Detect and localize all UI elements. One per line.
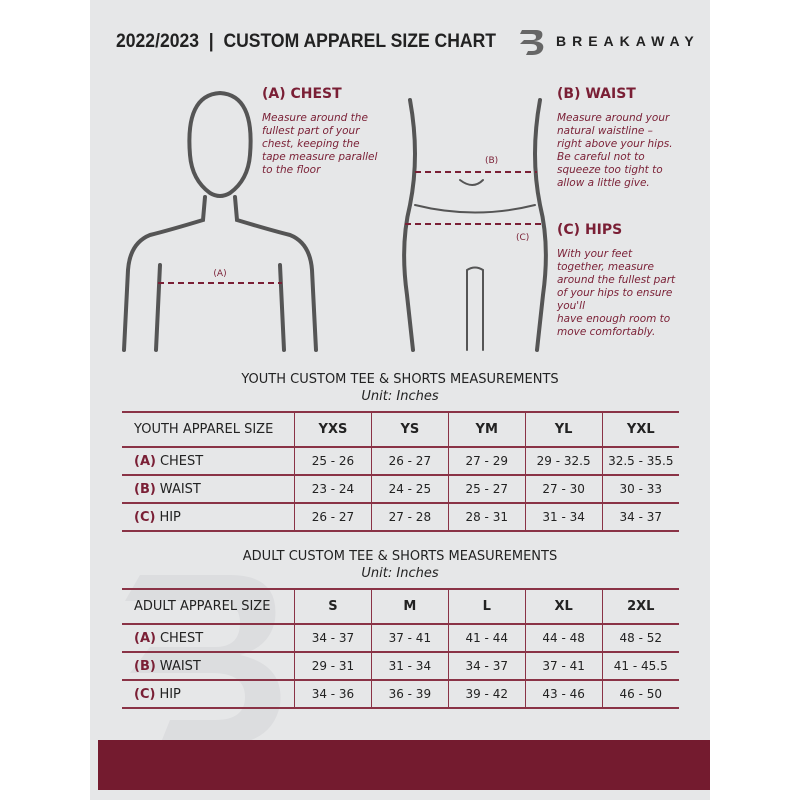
measurement-name: HIP bbox=[159, 686, 181, 702]
table-cell: 31 - 34 bbox=[371, 652, 448, 680]
table-cell: 36 - 39 bbox=[371, 680, 448, 708]
hips-line: around the fullest part bbox=[557, 274, 676, 286]
header-cell: S bbox=[295, 589, 372, 624]
page-title: 2022/2023 | CUSTOM APPAREL SIZE CHART bbox=[116, 31, 497, 52]
table-cell: 46 - 50 bbox=[602, 680, 679, 708]
measurement-tag: (A) bbox=[134, 453, 156, 469]
brand-logo bbox=[518, 24, 700, 58]
waist-hips-figure-illustration bbox=[395, 95, 555, 355]
table-cell: 25 - 26 bbox=[295, 447, 372, 475]
table-row bbox=[122, 475, 679, 503]
waist-marker: (B) bbox=[485, 156, 499, 166]
waist-line: Be careful not to bbox=[557, 151, 645, 163]
table-cell: 26 - 27 bbox=[295, 503, 372, 531]
hips-line: With your feet bbox=[557, 248, 633, 260]
header-cell: YXL bbox=[602, 412, 679, 447]
page-title-wrapper bbox=[116, 26, 501, 54]
table-row bbox=[122, 652, 679, 680]
header-cell: YS bbox=[371, 412, 448, 447]
chest-heading: (A) CHEST bbox=[262, 86, 342, 102]
table-cell: 48 - 52 bbox=[602, 624, 679, 652]
table-cell: 24 - 25 bbox=[371, 475, 448, 503]
hips-line: move comfortably. bbox=[557, 326, 656, 338]
table-cell: 34 - 37 bbox=[602, 503, 679, 531]
breakaway-b-icon bbox=[518, 24, 548, 58]
chest-line: Measure around the bbox=[262, 112, 368, 124]
table-cell: 43 - 46 bbox=[525, 680, 602, 708]
hips-heading: (C) HIPS bbox=[557, 222, 623, 238]
measurement-tag: (B) bbox=[134, 481, 156, 497]
measurement-name: HIP bbox=[159, 509, 181, 525]
header-cell: YXS bbox=[295, 412, 372, 447]
table-cell: 28 - 31 bbox=[448, 503, 525, 531]
table-cell: 30 - 33 bbox=[602, 475, 679, 503]
chest-description bbox=[262, 112, 377, 177]
table-cell: 44 - 48 bbox=[525, 624, 602, 652]
footer-bar bbox=[98, 740, 710, 790]
table-cell: 27 - 30 bbox=[525, 475, 602, 503]
table-cell: 31 - 34 bbox=[525, 503, 602, 531]
waist-description bbox=[557, 112, 673, 190]
adult-unit: Unit: Inches bbox=[361, 566, 439, 581]
measurement-tag: (C) bbox=[134, 509, 156, 525]
header-cell: XL bbox=[525, 589, 602, 624]
hips-line: together, measure bbox=[557, 261, 654, 273]
measurement-tag: (C) bbox=[134, 686, 156, 702]
adult-size-table bbox=[122, 588, 679, 709]
table-cell: 34 - 37 bbox=[295, 624, 372, 652]
table-cell: 32.5 - 35.5 bbox=[602, 447, 679, 475]
measurement-name: CHEST bbox=[159, 630, 204, 646]
hips-line: you'll bbox=[557, 300, 586, 312]
table-cell: 34 - 36 bbox=[295, 680, 372, 708]
table-header-row bbox=[122, 589, 679, 624]
table-cell: 37 - 41 bbox=[525, 652, 602, 680]
waist-heading: (B) WAIST bbox=[557, 86, 636, 102]
measurement-label bbox=[122, 680, 295, 708]
hips-line: have enough room to bbox=[557, 313, 671, 325]
measurement-tag: (A) bbox=[134, 630, 156, 646]
waist-line: allow a little give. bbox=[557, 177, 650, 189]
brand-name: BREAKAWAY bbox=[556, 33, 700, 49]
hips-description bbox=[557, 248, 675, 339]
table-cell: 29 - 32.5 bbox=[525, 447, 602, 475]
table-cell: 27 - 28 bbox=[371, 503, 448, 531]
measurement-label bbox=[122, 475, 295, 503]
table-cell: 25 - 27 bbox=[448, 475, 525, 503]
measurement-label bbox=[122, 503, 295, 531]
chest-line: fullest part of your bbox=[262, 125, 360, 137]
header-cell: M bbox=[371, 589, 448, 624]
table-cell: 26 - 27 bbox=[371, 447, 448, 475]
size-chart-sheet bbox=[90, 0, 710, 800]
table-cell: 41 - 44 bbox=[448, 624, 525, 652]
hips-line: of your hips to ensure bbox=[557, 287, 673, 299]
waist-line: Measure around your bbox=[557, 112, 670, 124]
table-cell: 27 - 29 bbox=[448, 447, 525, 475]
chest-line: to the floor bbox=[262, 164, 321, 176]
header-cell: ADULT APPAREL SIZE bbox=[122, 589, 295, 624]
header-cell: YOUTH APPAREL SIZE bbox=[122, 412, 295, 447]
measurement-name: CHEST bbox=[159, 453, 204, 469]
measurement-label bbox=[122, 447, 295, 475]
table-header-row bbox=[122, 412, 679, 447]
hips-marker: (C) bbox=[516, 233, 530, 243]
measurement-label bbox=[122, 624, 295, 652]
header-cell: YM bbox=[448, 412, 525, 447]
waist-line: squeeze too tight to bbox=[557, 164, 663, 176]
table-cell: 41 - 45.5 bbox=[602, 652, 679, 680]
chest-line: tape measure parallel bbox=[262, 151, 378, 163]
table-row bbox=[122, 680, 679, 708]
table-cell: 34 - 37 bbox=[448, 652, 525, 680]
adult-section-title: ADULT CUSTOM TEE & SHORTS MEASUREMENTS bbox=[242, 549, 558, 564]
measurement-label bbox=[122, 652, 295, 680]
youth-unit: Unit: Inches bbox=[361, 389, 439, 404]
measurement-name: WAIST bbox=[159, 658, 201, 674]
youth-section-title: YOUTH CUSTOM TEE & SHORTS MEASUREMENTS bbox=[241, 372, 559, 387]
measurement-tag: (B) bbox=[134, 658, 156, 674]
waist-line: right above your hips. bbox=[557, 138, 673, 150]
header-cell: L bbox=[448, 589, 525, 624]
table-cell: 39 - 42 bbox=[448, 680, 525, 708]
youth-size-table bbox=[122, 411, 679, 532]
table-row bbox=[122, 503, 679, 531]
chest-marker: (A) bbox=[213, 269, 227, 279]
table-row bbox=[122, 447, 679, 475]
chest-line: chest, keeping the bbox=[262, 138, 360, 150]
table-cell: 37 - 41 bbox=[371, 624, 448, 652]
table-cell: 29 - 31 bbox=[295, 652, 372, 680]
table-cell: 23 - 24 bbox=[295, 475, 372, 503]
measurement-name: WAIST bbox=[159, 481, 201, 497]
header-cell: 2XL bbox=[602, 589, 679, 624]
waist-line: natural waistline – bbox=[557, 125, 653, 137]
table-row bbox=[122, 624, 679, 652]
header-cell: YL bbox=[525, 412, 602, 447]
